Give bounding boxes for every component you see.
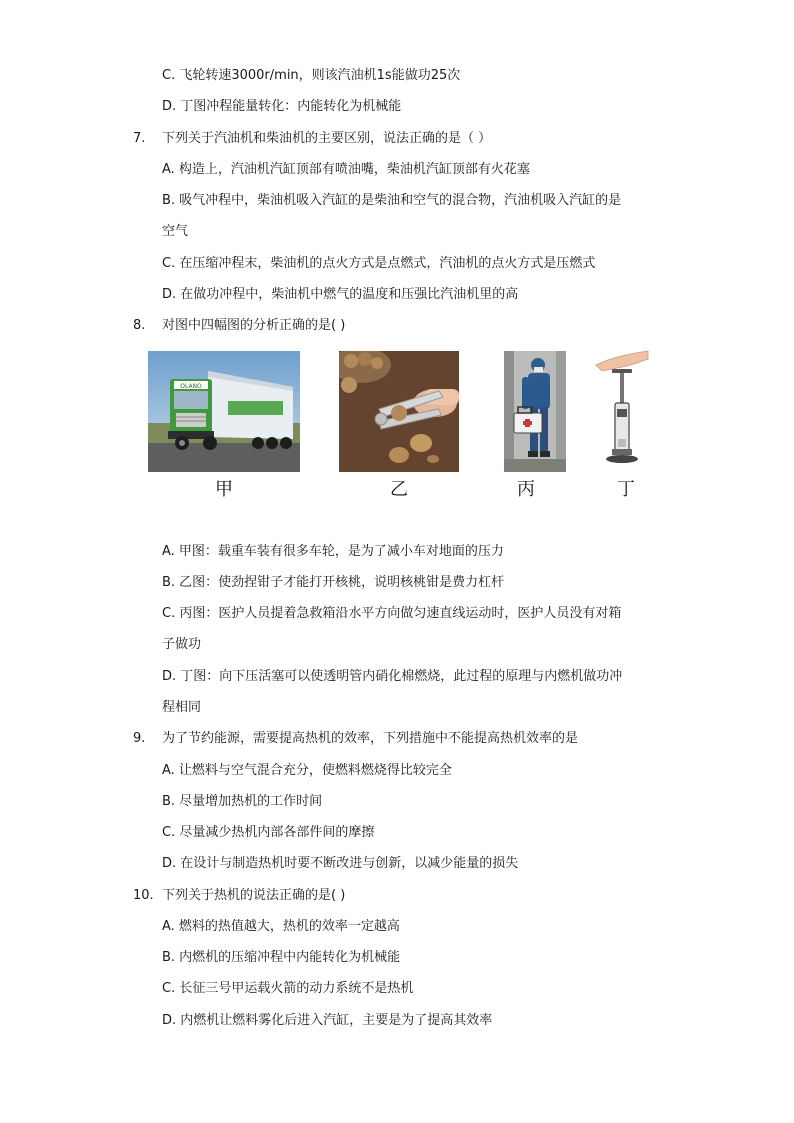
q8-option-c-line1: C. 丙图：医护人员提着急救箱沿水平方向做匀速直线运动时，医护人员没有对箱 bbox=[162, 606, 622, 621]
caption-jia: 甲 bbox=[215, 479, 233, 500]
q8-option-d-line2: 程相同 bbox=[162, 700, 202, 715]
q7-option-c: C. 在压缩冲程末，柴油机的点火方式是点燃式，汽油机的点火方式是压燃式 bbox=[162, 256, 596, 271]
nutcracker-illustration bbox=[339, 351, 459, 472]
q10-option-b: B. 内燃机的压缩冲程中内能转化为机械能 bbox=[162, 950, 401, 965]
q9-stem: 为了节约能源，需要提高热机的效率，下列措施中不能提高热机效率的是 bbox=[162, 731, 579, 746]
medical-worker-illustration bbox=[504, 351, 566, 472]
truck-logo-text: OLANO bbox=[180, 383, 202, 390]
fire-syringe-image bbox=[592, 343, 652, 472]
fire-syringe-illustration bbox=[592, 343, 652, 472]
q10-option-a: A. 燃料的热值越大，热机的效率一定越高 bbox=[162, 919, 400, 934]
q7-option-b-line1: B. 吸气冲程中，柴油机吸入汽缸的是柴油和空气的混合物，汽油机吸入汽缸的是 bbox=[162, 193, 622, 208]
q6-option-c: C. 飞轮转速3000r/min，则该汽油机1s能做功25次 bbox=[162, 68, 461, 83]
q9-option-d: D. 在设计与制造热机时要不断改进与创新，以减少能量的损失 bbox=[162, 856, 519, 871]
q10-option-c: C. 长征三号甲运载火箭的动力系统不是热机 bbox=[162, 981, 414, 996]
q10-stem: 下列关于热机的说法正确的是( ) bbox=[162, 888, 346, 903]
medical-worker-image bbox=[504, 351, 566, 472]
q6-option-d: D. 丁图冲程能量转化：内能转化为机械能 bbox=[162, 99, 402, 114]
caption-yi: 乙 bbox=[390, 479, 408, 500]
truck-illustration bbox=[148, 351, 300, 472]
q8-option-d-line1: D. 丁图：向下压活塞可以使透明管内硝化棉燃烧，此过程的原理与内燃机做功冲 bbox=[162, 669, 623, 684]
caption-ding: 丁 bbox=[617, 479, 635, 500]
q8-option-c-line2: 子做功 bbox=[162, 637, 202, 652]
q7-number: 7. bbox=[133, 131, 146, 146]
q8-option-a: A. 甲图：载重车装有很多车轮，是为了减小车对地面的压力 bbox=[162, 544, 504, 559]
q8-option-b: B. 乙图：使劲捏钳子才能打开核桃，说明核桃钳是费力杠杆 bbox=[162, 575, 505, 590]
q9-option-c: C. 尽量减少热机内部各部件间的摩擦 bbox=[162, 825, 375, 840]
q8-number: 8. bbox=[133, 318, 146, 333]
q7-option-b-line2: 空气 bbox=[162, 224, 189, 239]
q9-option-a: A. 让燃料与空气混合充分，使燃料燃烧得比较完全 bbox=[162, 763, 452, 778]
truck-image bbox=[148, 351, 300, 472]
q10-option-d: D. 内燃机让燃料雾化后进入汽缸，主要是为了提高其效率 bbox=[162, 1013, 493, 1028]
q10-number: 10. bbox=[133, 888, 154, 903]
q8-stem: 对图中四幅图的分析正确的是( ) bbox=[162, 318, 346, 333]
nutcracker-image bbox=[339, 351, 459, 472]
q9-number: 9. bbox=[133, 731, 146, 746]
q7-option-a: A. 构造上，汽油机汽缸顶部有喷油嘴，柴油机汽缸顶部有火花塞 bbox=[162, 162, 530, 177]
q7-stem: 下列关于汽油机和柴油机的主要区别，说法正确的是（ ） bbox=[162, 131, 492, 146]
q9-option-b: B. 尽量增加热机的工作时间 bbox=[162, 794, 323, 809]
q7-option-d: D. 在做功冲程中，柴油机中燃气的温度和压强比汽油机里的高 bbox=[162, 287, 519, 302]
caption-bing: 丙 bbox=[517, 479, 535, 500]
